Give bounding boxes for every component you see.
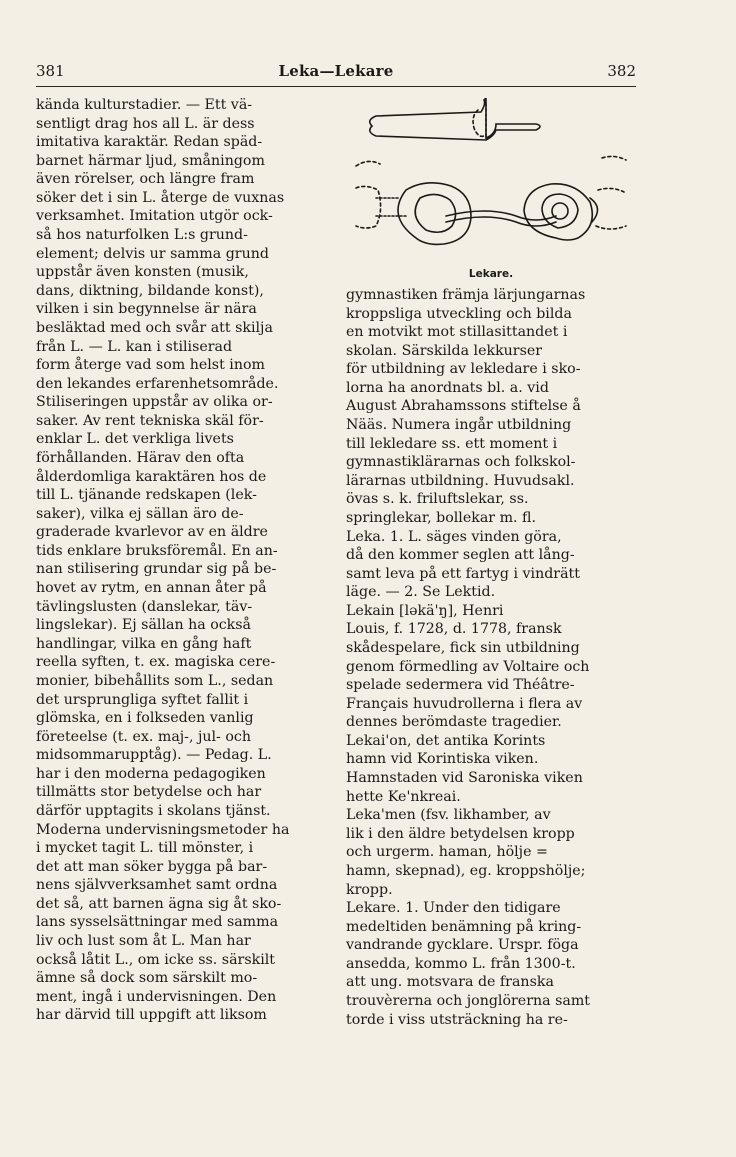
text-line: Stiliseringen uppstår av olika or- bbox=[36, 394, 273, 411]
text-line: imitativa karaktär. Redan späd- bbox=[36, 134, 263, 151]
text-line: Louis, f. 1728, d. 1778, fransk bbox=[346, 621, 562, 638]
text-line: medeltiden benämning på kring- bbox=[346, 918, 582, 935]
text-line: därför upptagits i skolans tjänst. bbox=[36, 802, 271, 819]
text-line: genom förmedling av Voltaire och bbox=[346, 658, 590, 675]
text-line: dennes berömdaste tragedier. bbox=[346, 714, 562, 731]
text-line: gymnastiklärarnas och folkskol- bbox=[346, 454, 576, 471]
figure-caption: Lekare. bbox=[468, 268, 514, 280]
left-column bbox=[36, 96, 334, 1025]
text-line: ansedda, kommo L. från 1300-t. bbox=[346, 955, 576, 972]
text-line: till L. tjänande redskapen (lek- bbox=[36, 487, 257, 504]
text-line: element; delvis ur samma grund bbox=[36, 245, 269, 262]
text-line: nens självverksamhet samt ordna bbox=[36, 877, 278, 894]
text-line: en motvikt mot stillasittandet i bbox=[346, 324, 568, 341]
page-header bbox=[36, 58, 636, 84]
text-line: graderade kvarlevor av en äldre bbox=[36, 524, 268, 541]
text-line: monier, bibehållits som L., sedan bbox=[36, 672, 274, 689]
text-line: har därvid till uppgift att liksom bbox=[36, 1007, 267, 1024]
entry-lekaion: Lekai'on, det antika Korints bbox=[346, 732, 546, 749]
text-line: då den kommer seglen att lång- bbox=[346, 547, 575, 564]
page-number-right: 382 bbox=[607, 62, 636, 80]
text-line: i mycket tagit L. till mönster, i bbox=[36, 840, 254, 857]
text-line: hovet av rytm, en annan åter på bbox=[36, 580, 267, 597]
text-line: hamn vid Korintiska viken. bbox=[346, 751, 539, 768]
text-line: saker. Av rent tekniska skäl för- bbox=[36, 412, 264, 429]
text-line: midsommarupptåg). — Pedag. L. bbox=[36, 747, 272, 764]
text-line: lans sysselsättningar med samma bbox=[36, 914, 279, 931]
text-line: företeelse (t. ex. maj-, jul- och bbox=[36, 728, 251, 745]
text-line: tillmätts stor betydelse och har bbox=[36, 784, 262, 801]
text-line: den lekandes erfarenhetsområde. bbox=[36, 375, 279, 392]
text-line: ålderdomliga karaktären hos de bbox=[36, 468, 267, 485]
text-line: torde i viss utsträckning ha re- bbox=[346, 1011, 568, 1028]
text-line: hamn, skepnad), eg. kroppshölje; bbox=[346, 862, 586, 879]
text-line: trouvèrerna och jonglörerna samt bbox=[346, 992, 590, 1009]
entry-leka: Leka. 1. L. säges vinden göra, bbox=[346, 528, 562, 545]
text-line: Hamnstaden vid Saroniska viken bbox=[346, 770, 583, 787]
text-line: glömska, en i folkseden vanlig bbox=[36, 710, 254, 727]
text-line: barnet härmar ljud, småningom bbox=[36, 152, 265, 169]
text-line: så hos naturfolken L:s grund- bbox=[36, 227, 248, 244]
text-line: det att man söker bygga på bar- bbox=[36, 858, 268, 875]
text-line: också låtit L., om icke ss. särskilt bbox=[36, 951, 275, 968]
text-line: reella syften, t. ex. magiska cere- bbox=[36, 654, 276, 671]
text-line: förhållanden. Härav den ofta bbox=[36, 449, 245, 466]
text-line: även rörelser, och längre fram bbox=[36, 171, 255, 188]
text-line: uppstår även konsten (musik, bbox=[36, 264, 249, 281]
text-line: vandrande gycklare. Urspr. föga bbox=[346, 937, 579, 954]
right-column bbox=[346, 286, 636, 1029]
text-line: det ursprungliga syftet fallit i bbox=[36, 691, 249, 708]
text-line: gymnastiken främja lärjungarnas bbox=[346, 287, 586, 303]
header-rule bbox=[36, 86, 636, 87]
text-line: besläktad med och svår att skilja bbox=[36, 319, 273, 336]
text-line: handlingar, vilka en gång haft bbox=[36, 635, 252, 652]
text-line: lorna ha anordnats bl. a. vid bbox=[346, 379, 549, 396]
text-line: skådespelare, fick sin utbildning bbox=[346, 639, 580, 656]
text-line: samt leva på ett fartyg i vindrätt bbox=[346, 565, 580, 582]
text-line: kända kulturstadier. — Ett vä- bbox=[36, 97, 253, 113]
text-line: det så, att barnen ägna sig åt sko- bbox=[36, 895, 282, 912]
text-line: söker det i sin L. återge de vuxnas bbox=[36, 189, 285, 206]
text-line: enklar L. det verkliga livets bbox=[36, 431, 234, 448]
text-line: ment, ingå i undervisningen. Den bbox=[36, 988, 277, 1005]
text-line: läge. — 2. Se Lektid. bbox=[346, 584, 496, 601]
text-line: dans, diktning, bildande konst), bbox=[36, 282, 264, 299]
text-line: Moderna undervisningsmetoder ha bbox=[36, 821, 290, 838]
text-line: skolan. Särskilda lekkurser bbox=[346, 342, 543, 359]
text-line: och urgerm. haman, hölje = bbox=[346, 844, 548, 861]
text-line: vilken i sin begynnelse är nära bbox=[36, 301, 257, 318]
entry-lekamen: Leka'men (fsv. likhamber, av bbox=[346, 807, 551, 824]
text-line: kropp. bbox=[346, 881, 393, 898]
lekare-illustration bbox=[346, 98, 636, 273]
running-title: Leka—Lekare bbox=[278, 62, 394, 80]
entry-lekare: Lekare. 1. Under den tidigare bbox=[346, 900, 561, 917]
text-line: till lekledare ss. ett moment i bbox=[346, 435, 558, 452]
text-line: tävlingslusten (danslekar, täv- bbox=[36, 598, 253, 615]
text-line: Nääs. Numera ingår utbildning bbox=[346, 417, 572, 434]
text-line: verksamhet. Imitation utgör ock- bbox=[36, 208, 273, 225]
text-line: från L. — L. kan i stiliserad bbox=[36, 338, 233, 355]
text-line: tids enklare bruksföremål. En an- bbox=[36, 542, 278, 559]
text-line: form återge vad som helst inom bbox=[36, 357, 265, 374]
text-line: övas s. k. friluftslekar, ss. bbox=[346, 491, 529, 508]
text-line: springlekar, bollekar m. fl. bbox=[346, 509, 537, 526]
text-line: nan stilisering grundar sig på be- bbox=[36, 561, 277, 578]
text-line: att ung. motsvara de franska bbox=[346, 974, 554, 991]
entry-lekain: Lekain [ləkä'ŋ], Henri bbox=[346, 602, 504, 619]
text-line: ämne så dock som särskilt mo- bbox=[36, 970, 258, 987]
text-line: lingslekar). Ej sällan ha också bbox=[36, 617, 252, 634]
text-line: August Abrahamssons stiftelse å bbox=[346, 398, 581, 415]
text-line: liv och lust som åt L. Man har bbox=[36, 933, 251, 950]
text-line: hette Ke'nkreai. bbox=[346, 788, 461, 805]
text-line: lik i den äldre betydelsen kropp bbox=[346, 825, 575, 842]
text-line: sentligt drag hos all L. är dess bbox=[36, 115, 255, 132]
text-line: har i den moderna pedagogiken bbox=[36, 765, 266, 782]
text-line: saker), vilka ej sällan äro de- bbox=[36, 505, 244, 522]
lekare-figure bbox=[346, 98, 636, 288]
page-number-left: 381 bbox=[36, 62, 65, 80]
text-line: Français huvudrollerna i flera av bbox=[346, 695, 583, 712]
text-line: lärarnas utbildning. Huvudsakl. bbox=[346, 472, 575, 489]
text-line: kroppsliga utveckling och bilda bbox=[346, 305, 572, 322]
text-line: för utbildning av lekledare i sko- bbox=[346, 361, 581, 378]
text-line: spelade sedermera vid Théâtre- bbox=[346, 677, 575, 694]
